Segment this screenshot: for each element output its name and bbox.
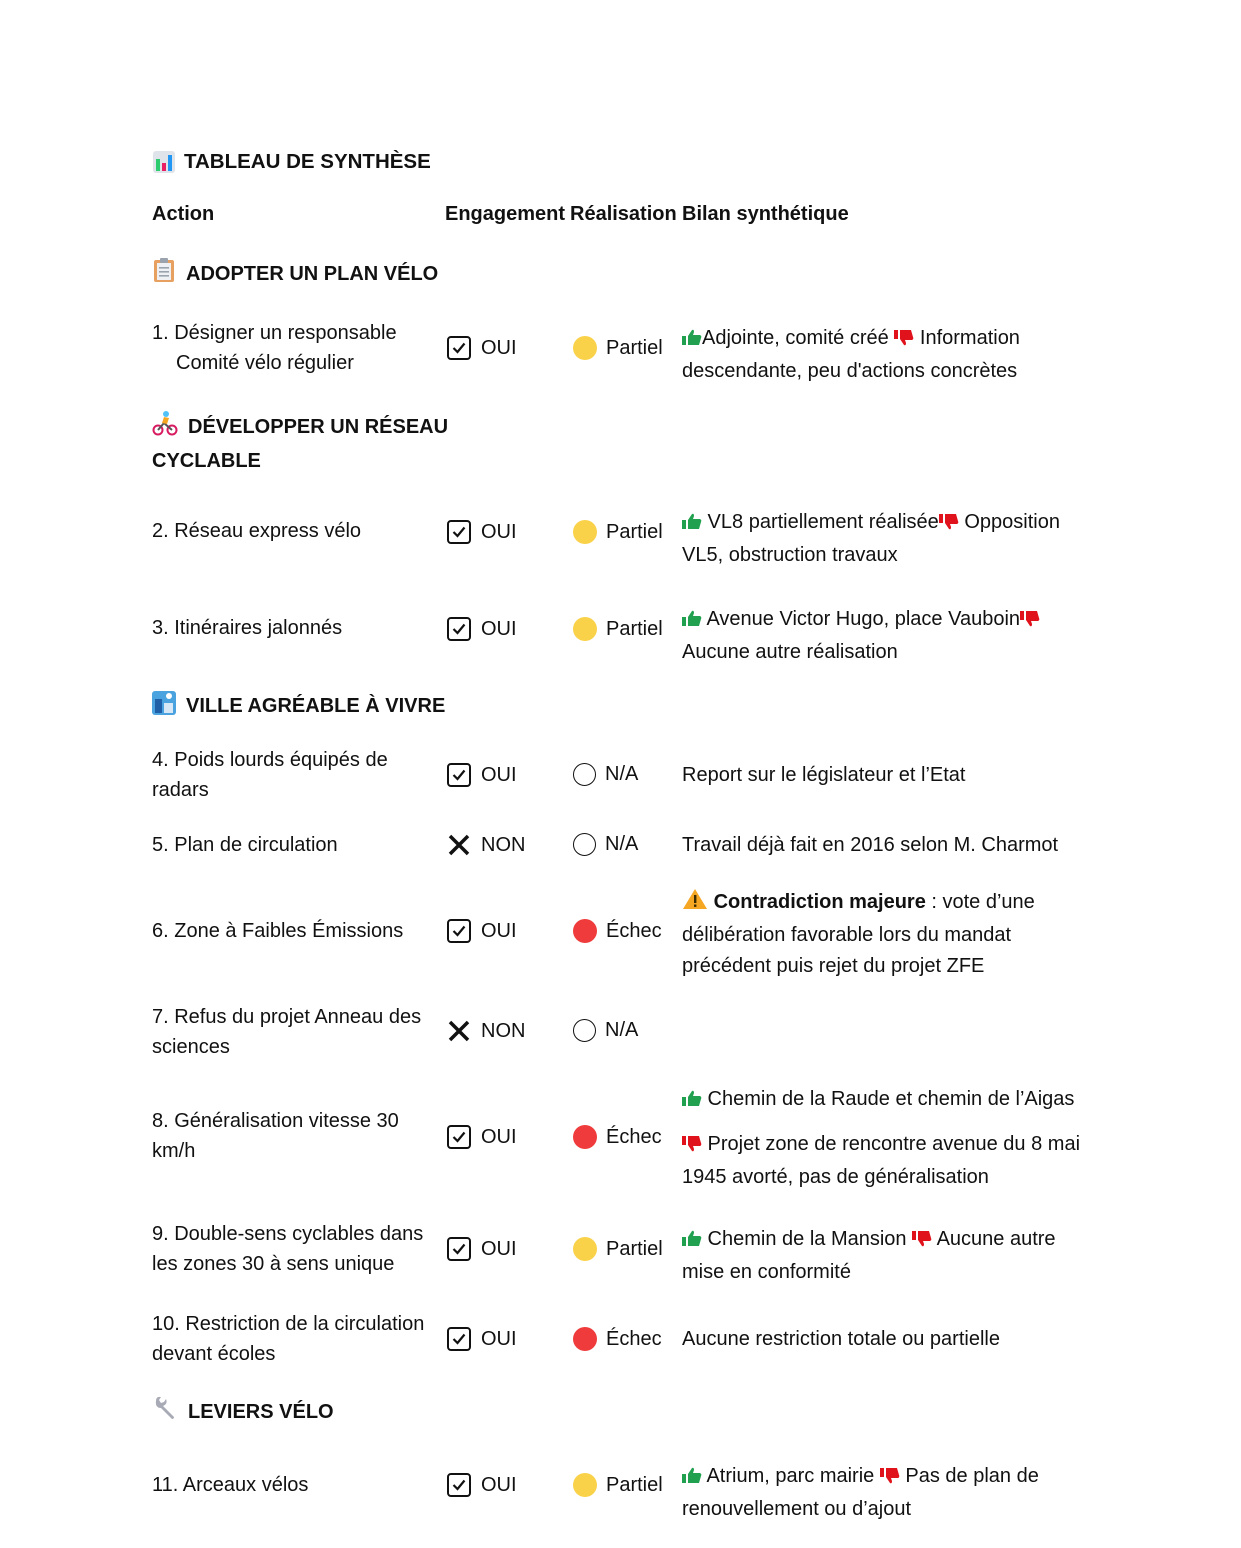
bilan-cell: Aucune restriction totale ou partielle (682, 1328, 1000, 1350)
thumbs-down-icon (912, 1226, 932, 1257)
engagement-cell: OUI (447, 617, 517, 641)
thumbs-up-icon (682, 1463, 702, 1494)
engagement-cell: OUI (447, 763, 517, 787)
realisation-cell: Partiel (573, 336, 663, 360)
yellow-circle-icon (573, 1473, 597, 1497)
red-circle-icon (573, 1327, 597, 1351)
table-row-action: 3. Itinéraires jalonnés (152, 617, 343, 639)
checkbox-checked-icon (447, 919, 471, 943)
table-row-action: 9. Double-sens cyclables dans les zones 30 à sens unique (152, 1223, 424, 1275)
column-header-realisation: Réalisation (570, 203, 677, 225)
document-title (152, 150, 431, 174)
section-heading: VILLE AGRÉABLE À VIVRE (152, 691, 445, 725)
realisation-cell: Partiel (573, 617, 663, 641)
bilan-cell: Travail déjà fait en 2016 selon M. Charmot (682, 834, 1059, 856)
checkbox-checked-icon (447, 1125, 471, 1149)
warning-icon (682, 888, 708, 920)
yellow-circle-icon (573, 1237, 597, 1261)
bilan-cell: Avenue Victor Hugo, place Vauboin Aucune autre réalisation (682, 604, 1102, 668)
table-row-action: 11. Arceaux vélos (152, 1474, 309, 1496)
engagement-cell: OUI (447, 336, 517, 360)
cityscape-icon (152, 691, 176, 725)
thumbs-down-icon (894, 325, 914, 356)
yellow-circle-icon (573, 617, 597, 641)
table-row-action: 7. Refus du projet Anneau des sciences (152, 1006, 422, 1058)
realisation-cell: Partiel (573, 1473, 663, 1497)
thumbs-up-icon (682, 1086, 702, 1117)
red-circle-icon (573, 1125, 597, 1149)
realisation-cell: Partiel (573, 1237, 663, 1261)
checkbox-checked-icon (447, 1473, 471, 1497)
thumbs-up-icon (682, 509, 702, 540)
column-header-action: Action (152, 203, 215, 225)
red-circle-icon (573, 919, 597, 943)
table-row-action: 4. Poids lourds équipés de radars (152, 749, 388, 801)
checkbox-checked-icon (447, 1327, 471, 1351)
thumbs-up-icon (682, 606, 702, 637)
realisation-cell: N/A (573, 833, 638, 856)
engagement-cell: OUI (447, 1125, 517, 1149)
thumbs-down-icon (939, 509, 959, 540)
checkbox-checked-icon (447, 336, 471, 360)
bilan-cell: Adjointe, comité créé Information descendante, peu d'actions concrètes (682, 327, 1020, 382)
empty-circle-icon (573, 763, 596, 786)
clipboard-icon (152, 257, 176, 293)
checkbox-checked-icon (447, 520, 471, 544)
thumbs-down-icon (880, 1463, 900, 1494)
checkbox-checked-icon (447, 617, 471, 641)
bilan-cell: VL8 partiellement réalisée Opposition VL5, obstruction travaux (682, 511, 1060, 566)
checkbox-checked-icon (447, 763, 471, 787)
empty-circle-icon (573, 1019, 596, 1042)
thumbs-down-icon (682, 1131, 702, 1162)
engagement-cell: OUI (447, 919, 517, 943)
engagement-cell: OUI (447, 1327, 517, 1351)
cross-icon (447, 1019, 471, 1043)
column-header-bilan: Bilan synthétique (682, 203, 849, 225)
bilan-cell: Chemin de la Mansion Aucune autre mise en conformité (682, 1228, 1056, 1283)
thumbs-up-icon (682, 1226, 702, 1257)
cyclist-icon (152, 410, 178, 446)
empty-circle-icon (573, 833, 596, 856)
table-row-action: 10. Restriction de la circulation devant écoles (152, 1313, 425, 1365)
wrench-icon (152, 1395, 178, 1431)
table-row-action: 6. Zone à Faibles Émissions (152, 920, 404, 942)
engagement-cell: OUI (447, 520, 517, 544)
section-heading: LEVIERS VÉLO (152, 1395, 334, 1431)
section-heading: DÉVELOPPER UN RÉSEAU CYCLABLE (152, 410, 448, 477)
engagement-cell: OUI (447, 1473, 517, 1497)
table-row-action: 1. Désigner un responsable Comité vélo régulier (152, 322, 397, 374)
thumbs-down-icon (1020, 606, 1040, 637)
table-row-action: 8. Généralisation vitesse 30 km/h (152, 1110, 399, 1162)
cross-icon (447, 833, 471, 857)
realisation-cell: N/A (573, 1019, 638, 1042)
column-header-engagement: Engagement (445, 203, 566, 225)
bilan-cell: Atrium, parc mairie Pas de plan de renouvellement ou d’ajout (682, 1465, 1039, 1520)
realisation-cell: N/A (573, 763, 638, 786)
checkbox-checked-icon (447, 1237, 471, 1261)
realisation-cell: Échec (573, 1125, 662, 1149)
table-row-action: 5. Plan de circulation (152, 834, 338, 856)
table-row-action: 2. Réseau express vélo (152, 520, 362, 542)
title-text: TABLEAU DE SYNTHÈSE (184, 150, 431, 173)
realisation-cell: Échec (573, 1327, 662, 1351)
realisation-cell: Partiel (573, 520, 663, 544)
bilan-cell: Contradiction majeure : vote d’une délibération favorable lors du mandat précédent puis rejet du projet ZFE (682, 887, 1102, 982)
engagement-cell: NON (447, 1019, 525, 1043)
yellow-circle-icon (573, 336, 597, 360)
engagement-cell: NON (447, 833, 525, 857)
engagement-cell: OUI (447, 1237, 517, 1261)
bilan-cell: Chemin de la Raude et chemin de l’Aigas Projet zone de rencontre avenue du 8 mai 1945 avorté, pas de généralisation (682, 1088, 1081, 1188)
bilan-cell: Report sur le législateur et l’Etat (682, 764, 966, 786)
bar-chart-icon (152, 150, 176, 174)
realisation-cell: Échec (573, 919, 662, 943)
thumbs-up-icon (682, 325, 702, 356)
yellow-circle-icon (573, 520, 597, 544)
section-heading: ADOPTER UN PLAN VÉLO (152, 257, 438, 293)
